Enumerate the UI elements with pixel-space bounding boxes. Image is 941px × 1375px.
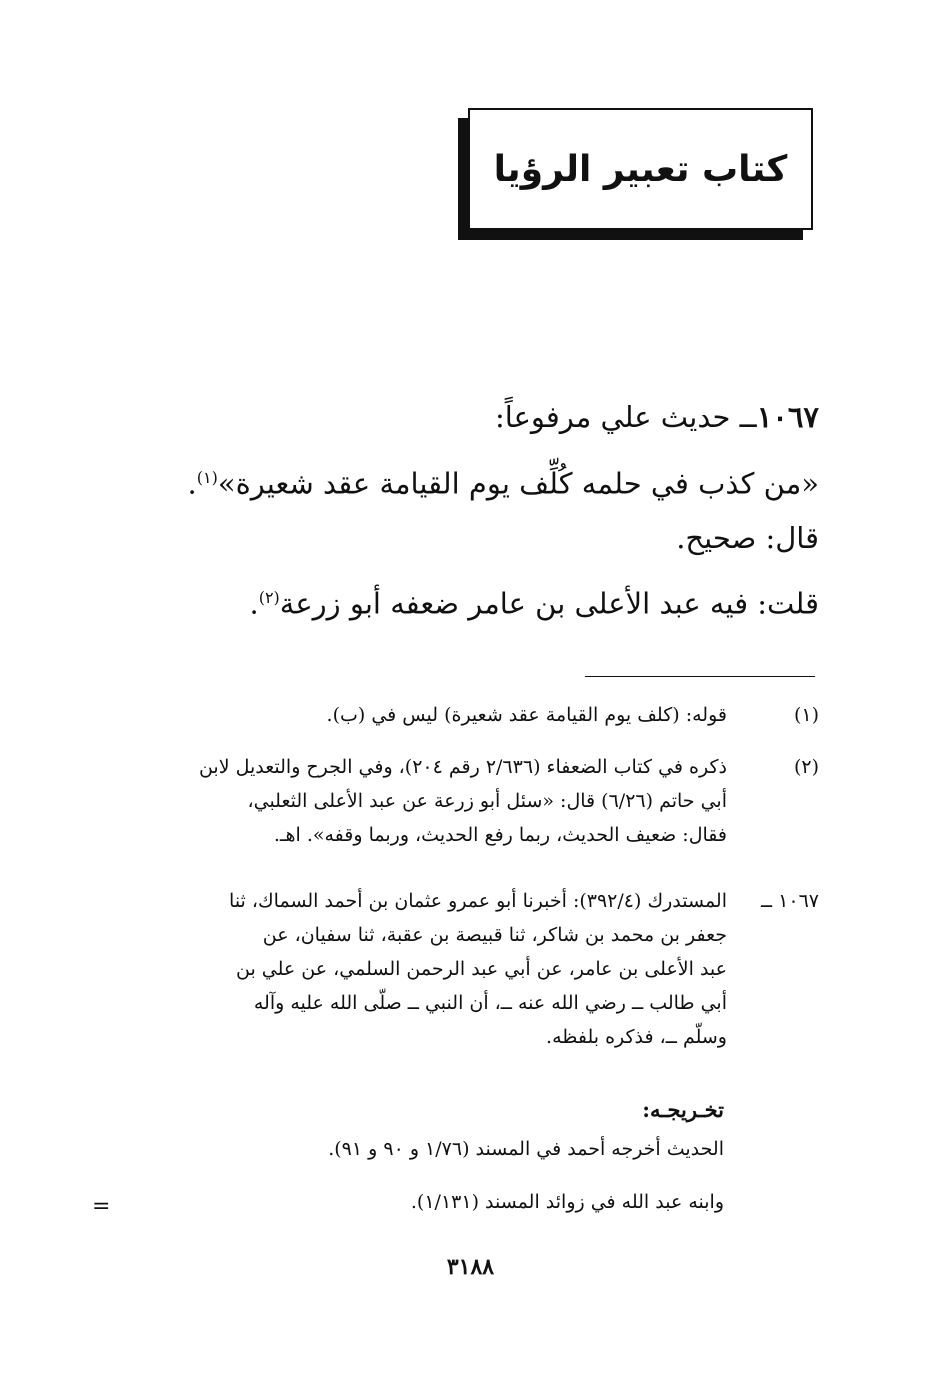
hadith-comment-line — [179, 578, 819, 624]
hadith-verdict-line — [179, 518, 819, 558]
hadith-text-note: (١) — [196, 468, 218, 487]
footnote-text — [117, 884, 727, 1054]
footnote-line: أبي طالب ــ رضي الله عنه ــ، أن النبي ــ صلّى الله عليه وآله — [253, 992, 727, 1014]
hadith-comment-note: (٢) — [258, 588, 280, 607]
footnote-text — [117, 750, 727, 852]
footnote-number: ١٠٦٧ ــ — [760, 890, 819, 912]
footnote-number: (١) — [793, 704, 819, 726]
chapter-title: كتاب تعبير الرؤيا — [493, 148, 788, 190]
title-box-frame — [468, 108, 813, 230]
continuation-mark: = — [92, 1194, 111, 1219]
page-number: ٣١٨٨ — [446, 1254, 495, 1280]
hadith-text: «من كذب في حلمه كُلِّف يوم القيامة عقد شعيرة» — [217, 466, 819, 501]
footnote-line: جعفر بن محمد بن شاكر، ثنا قبيصة بن عقبة، ثنا سفيان، عن — [262, 924, 727, 946]
hadith-text-line — [179, 458, 819, 504]
footnote-number: (٢) — [793, 756, 819, 778]
takhrij-line: وابنه عبد الله في زوائد المسند (١/١٣١). — [410, 1191, 724, 1213]
hadith-heading-line — [179, 397, 819, 437]
takhrij-line: الحديث أخرجه أحمد في المسند (١/٧٦ و ٩٠ و ٩١). — [328, 1138, 724, 1160]
hadith-comment: قلت: فيه عبد الأعلى بن عامر ضعفه أبو زرعة — [279, 586, 819, 621]
footnote-line: ذكره في كتاب الضعفاء (٢/٦٣٦ رقم ٢٠٤)، وفي الجرح والتعديل لابن — [198, 756, 727, 778]
hadith-number: ١٠٦٧ — [756, 400, 819, 434]
footnote-line: عبد الأعلى بن عامر، عن أبي عبد الرحمن السلمي، عن علي بن — [236, 958, 727, 980]
footnote-divider — [585, 676, 815, 677]
hadith-text-end: . — [187, 466, 197, 501]
takhrij-heading: تخـريجـه: — [642, 1097, 724, 1122]
footnote-line: وسلّم ــ، فذكره بلفظه. — [546, 1026, 727, 1048]
footnote-line: المستدرك (٣٩٢/٤): أخبرنا أبو عمرو عثمان بن أحمد السماك، ثنا — [229, 890, 727, 912]
footnote-text — [117, 698, 727, 732]
hadith-heading: ــ حديث علي مرفوعاً: — [494, 400, 757, 434]
hadith-comment-end: . — [249, 586, 259, 621]
footnote-line: فقال: ضعيف الحديث، ربما رفع الحديث، وربما وقفه». اهـ. — [273, 824, 727, 846]
footnote-line: أبي حاتم (٦/٢٦) قال: «سئل أبو زرعة عن عبد الأعلى الثعلبي، — [247, 790, 727, 812]
hadith-verdict: قال: صحيح. — [676, 521, 819, 555]
chapter-title-box — [458, 108, 813, 240]
footnote-line: قوله: (كلف يوم القيامة عقد شعيرة) ليس في (ب). — [326, 704, 727, 726]
